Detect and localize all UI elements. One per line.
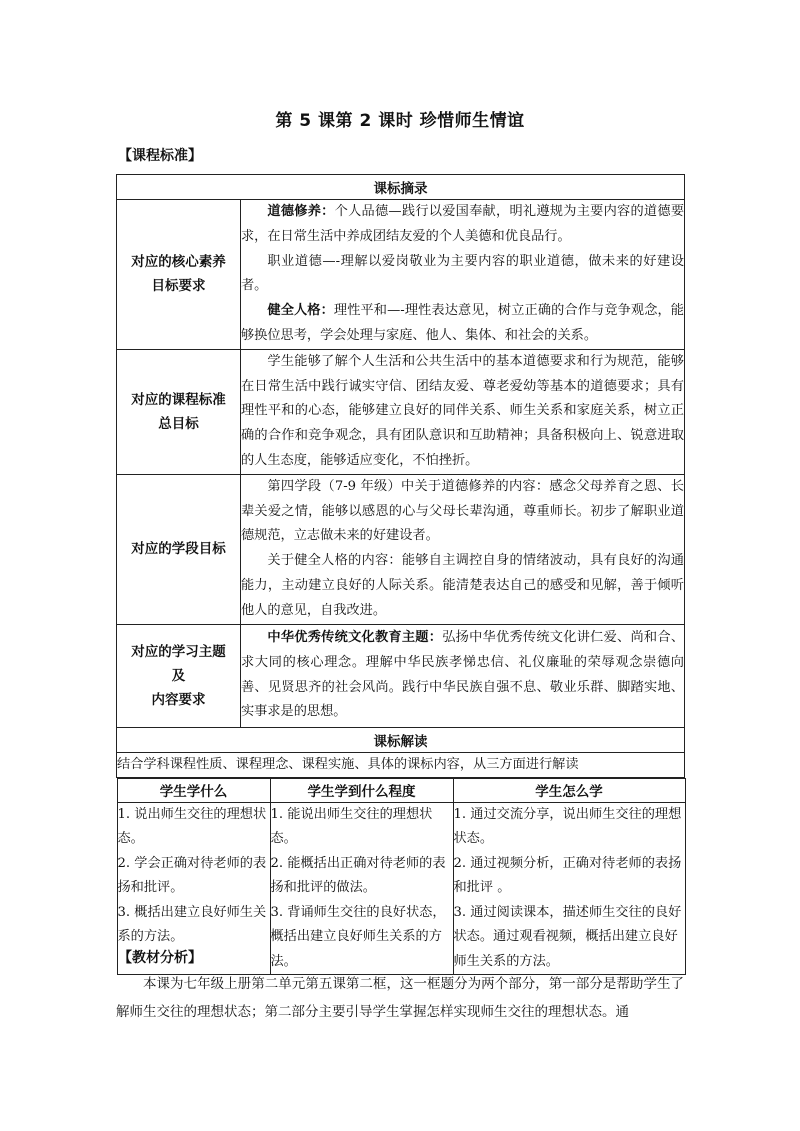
- list-item: 3. 背诵师生交往的良好状态，概括出建立良好师生关系的方法。: [270, 904, 446, 969]
- row-content-overall-goal: [241, 349, 685, 474]
- content-text: 理性平和—-理性表达意见，树立正确的合作与竞争观念，能够换位思考，学会处理与家庭、他人、集体、和社会的关系。: [241, 303, 684, 343]
- list-item: 1. 能说出师生交往的理想状态。: [270, 806, 433, 847]
- column-how: [453, 802, 685, 975]
- list-item: 1. 说出师生交往的理想状态。: [117, 806, 267, 847]
- row-label-learning-theme: [117, 624, 241, 727]
- column-header-how: 学生怎么学: [453, 778, 685, 802]
- list-item: 3. 概括出建立良好师生关系的方法。: [117, 904, 267, 945]
- list-item: 1. 通过交流分享，说出师生交往的理想状态。: [453, 806, 682, 847]
- list-item: 2. 通过视频分析，正确对待老师的表扬和批评 。: [453, 855, 682, 896]
- row-label-core-literacy: [117, 200, 241, 350]
- course-standard-table: [116, 174, 685, 975]
- list-item: 2. 学会正确对待老师的表扬和批评。: [117, 855, 267, 896]
- interpret-columns-table: [117, 778, 686, 976]
- row-content-core-literacy: [241, 200, 685, 350]
- row-content-learning-theme: [241, 624, 685, 727]
- content-text: 个人品德—践行以爱国奉献，明礼遵规为主要内容的道德要求，在日常生活中养成团结友爱的个人美德和优良品行。: [241, 204, 685, 244]
- content-text: 关于健全人格的内容：能够自主调控自身的情绪波动，具有良好的沟通能力，主动建立良好的人际关系。能清楚表达自己的感受和见解，善于倾听他人的意见，自我改进。: [241, 553, 684, 618]
- content-text: 弘扬中华优秀传统文化讲仁爱、尚和合、求大同的核心理念。理解中华民族孝悌忠信、礼仪廉耻的荣辱观念崇德向善、见贤思齐的社会风尚。践行中华民族自强不息、敬业乐群、脚踏实地、实事求是的思想。: [241, 629, 685, 720]
- row-label-stage-goal: [117, 474, 241, 624]
- row-label-line: 及: [171, 667, 186, 684]
- row-label-line: 对应的课程标准: [131, 391, 226, 408]
- page-title: 第 5 课第 2 课时 珍惜师生情谊: [275, 111, 525, 131]
- interpret-intro: 结合学科课程性质、课程理念、课程实施、具体的课标内容，从三方面进行解读: [117, 752, 685, 777]
- row-label-line: 对应的核心素养: [131, 254, 226, 271]
- summary-header: 课标摘录: [117, 175, 685, 200]
- column-header-degree: 学生学到什么程度: [270, 778, 453, 802]
- row-label-line: 总目标: [158, 415, 199, 432]
- list-item: 3. 通过阅读课本，描述师生交往的良好状态。通过观看视频，概括出建立良好师生关系的方法。: [453, 904, 682, 969]
- interpret-header: 课标解读: [117, 727, 685, 752]
- textbook-paragraph: 本课为七年级上册第二单元第五课第二框，这一框题分为两个部分，第一部分是帮助学生了解师生交往的理想状态；第二部分主要引导学生掌握怎样实现师生交往的理想状态。通: [116, 976, 684, 1020]
- row-label-overall-goal: [117, 349, 241, 474]
- content-text: 第四学段（7-9 年级）中关于道德修养的内容：感念父母养育之恩、长辈关爱之情，能够以感恩的心与父母长辈沟通，尊重师长。初步了解职业道德规范，立志做未来的好建设者。: [241, 478, 684, 544]
- list-item: 2. 能概括出正确对待老师的表扬和批评的做法。: [270, 855, 446, 896]
- content-text: 职业道德—-理解以爱岗敬业为主要内容的职业道德，做未来的好建设者。: [241, 253, 684, 294]
- content-text: 学生能够了解个人生活和公共生活中的基本道德要求和行为规范，能够在日常生活中践行诚实守信、团结友爱、尊老爱幼等基本的道德要求；具有理性平和的心态，能够建立良好的同伴关系、师生关系和家庭关系，树立正确的合作和竞争观念，具有团队意识和互助精神；具备积极向上、锐意进取的人生态度，能够适应变化，不怕挫折。: [241, 353, 684, 468]
- row-label-line: 内容要求: [151, 691, 206, 708]
- row-label-line: 对应的学段目标: [131, 541, 226, 558]
- row-label-line: 对应的学习主题: [131, 643, 226, 660]
- section-textbook-analysis: 【教材分析】: [118, 950, 202, 966]
- bold-term: 中华优秀传统文化教育主题：: [267, 629, 443, 645]
- section-course-standard: 【课程标准】: [118, 148, 202, 164]
- row-content-stage-goal: [241, 474, 685, 624]
- column-degree: [270, 802, 453, 975]
- column-header-what: 学生学什么: [117, 778, 270, 802]
- row-label-line: 目标要求: [151, 278, 206, 295]
- bold-term: 道德修养：: [267, 204, 335, 219]
- bold-term: 健全人格：: [267, 303, 334, 319]
